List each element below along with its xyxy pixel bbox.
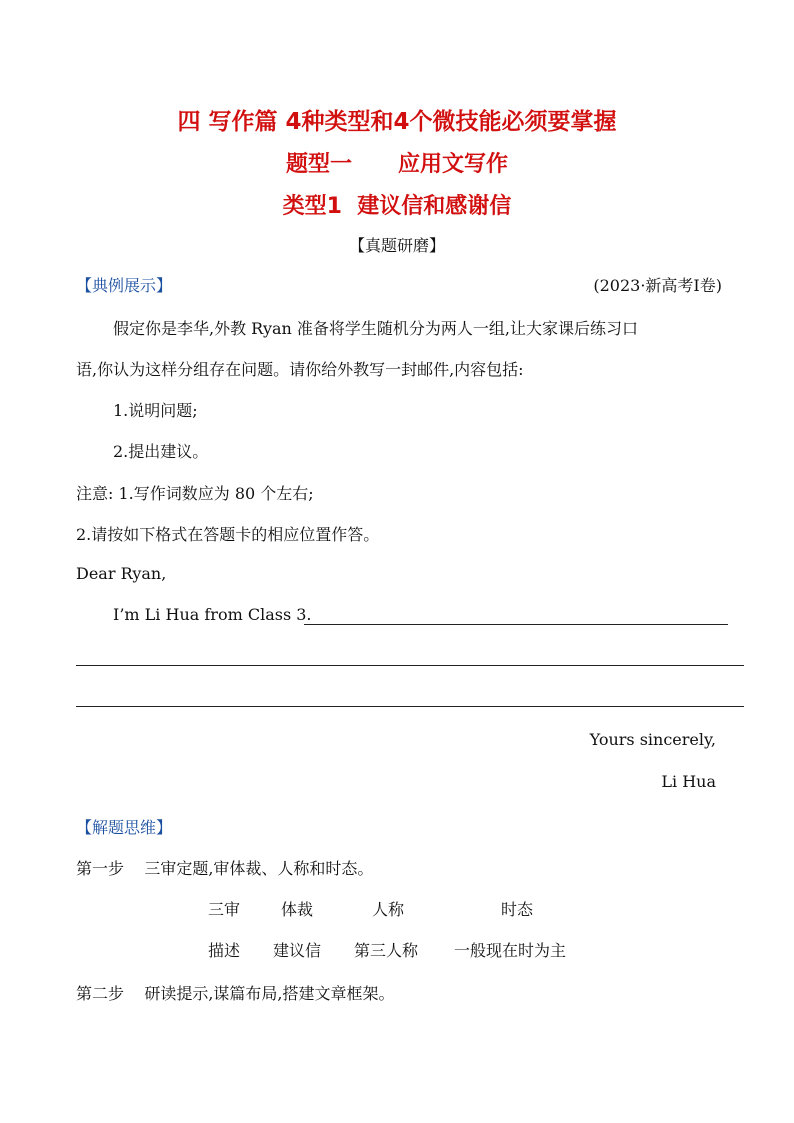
table-value-1: 描述 bbox=[208, 941, 241, 960]
table-value-3: 第三人称 bbox=[354, 941, 419, 960]
note-1: 注意: 1.写作词数应为 80 个左右; bbox=[76, 484, 314, 503]
main-title: 四 写作篇 4种类型和4个微技能必须要掌握 bbox=[177, 109, 617, 135]
table-header-4: 时态 bbox=[501, 900, 534, 919]
answer-line-1 bbox=[304, 624, 728, 625]
example-label: 【典例展示】 bbox=[76, 276, 173, 295]
prompt-item-1: 1.说明问题; bbox=[113, 401, 198, 420]
prompt-line-1: 假定你是李华,外教 Ryan 准备将学生随机分为两人一组,让大家课后练习口 bbox=[113, 319, 638, 338]
table-value-4: 一般现在时为主 bbox=[454, 941, 567, 960]
thinking-label: 【解题思维】 bbox=[76, 818, 173, 837]
step-2: 第二步 研读提示,谋篇布局,搭建文章框架。 bbox=[76, 984, 395, 1003]
table-value-2: 建议信 bbox=[273, 941, 322, 960]
answer-line-3 bbox=[76, 706, 744, 707]
step-1: 第一步 三审定题,审体裁、人称和时态。 bbox=[76, 859, 374, 878]
answer-line-2 bbox=[76, 665, 744, 666]
table-header-2: 体裁 bbox=[281, 900, 314, 919]
letter-opening: I’m Li Hua from Class 3. bbox=[113, 605, 312, 624]
section-heading: 【真题研磨】 bbox=[348, 236, 445, 255]
prompt-item-2: 2.提出建议。 bbox=[113, 442, 209, 461]
table-header-1: 三审 bbox=[208, 900, 241, 919]
letter-closing: Yours sincerely, bbox=[589, 730, 716, 749]
type-title: 题型一 应用文写作 bbox=[286, 152, 508, 177]
letter-greeting: Dear Ryan, bbox=[76, 564, 167, 583]
table-header-3: 人称 bbox=[372, 900, 405, 919]
category-title: 类型1 建议信和感谢信 bbox=[282, 194, 512, 219]
example-source: (2023·新高考Ⅰ卷) bbox=[593, 276, 722, 295]
note-2: 2.请按如下格式在答题卡的相应位置作答。 bbox=[76, 525, 380, 544]
prompt-line-2: 语,你认为这样分组存在问题。请你给外教写一封邮件,内容包括: bbox=[76, 360, 524, 379]
letter-signature: Li Hua bbox=[661, 772, 716, 791]
